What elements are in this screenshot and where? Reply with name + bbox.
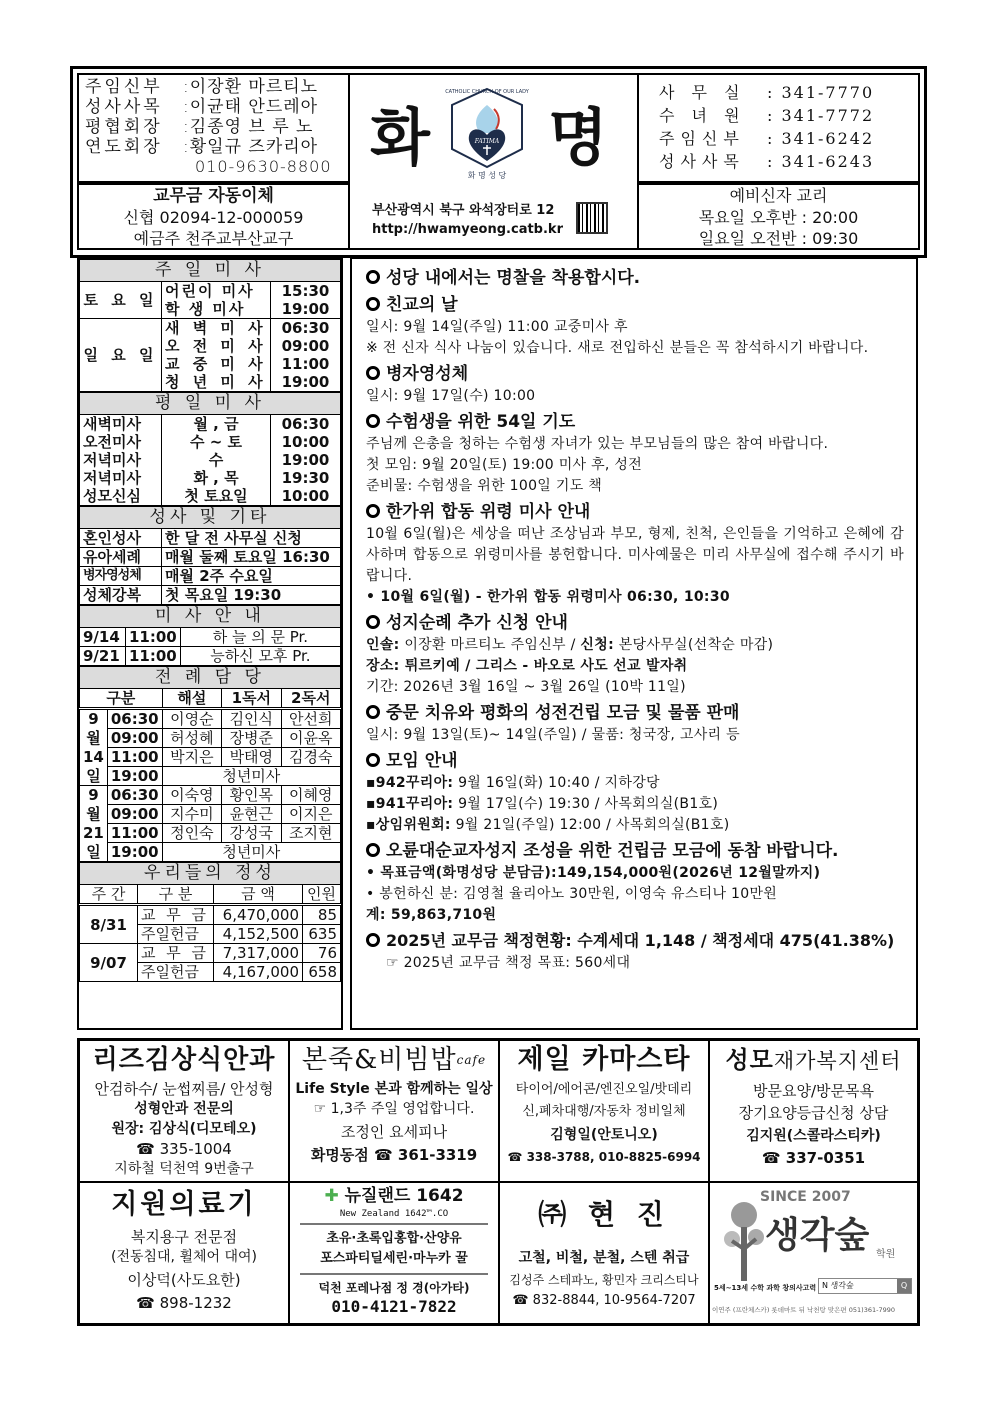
section-title: 미 사 안 내 [80,606,341,628]
meeting-item: ▪상임위원회: 9월 21일(주일) 12:00 / 사목회의실(B1호) [366,817,730,833]
notice-title: 중문 치유와 평화의 성전건립 모금 및 물품 판매 [366,701,904,725]
staff-row: 주임신부 : 이장환 마르티노 [85,77,319,97]
catechumen-line: 목요일 오후반 : 20:00 [698,208,859,227]
title-right: 명 [548,101,608,174]
church-url[interactable]: http://hwamyeong.catb.kr [372,222,563,237]
staff-row: 성사사목 : 이균태 안드레아 [85,97,319,117]
contacts-box [637,73,920,183]
weekday-mass-table: 평 일 미 사 새벽미사 월 , 금 06:30 오전미사 수 ~ 토 10:00 저녁미사 수 19:00 저녁미사 화 , 목 19:30 성모신심 첫 토요일 10:00 [79,392,341,506]
meeting-item: ▪942꾸리아: 9월 16일(화) 10:40 / 지하강당 [366,775,660,791]
liturgy-table: 전 례 담 당 구분 해설 1독서 2독서 9 06:30 이영순 김인식 안선희 월 09:00 허성혜 장병준 이윤옥 14 11:00 박지은 박태영 김경숙 일 19:00 청년미사 9 06:30 이숙영 황인목 이혜영 월 09:00 지수미 윤현근 이지은 21 11:00 정인숙 강성국 조지현 일 19:00 청년미사 [79,666,341,862]
svg-text:FATIMA: FATIMA [474,138,500,145]
staff-row: 연도회장 : 황일규 즈카리아 [85,137,319,157]
notice-title: 성당 내에서는 명찰을 착용합시다. [366,266,904,290]
search-icon[interactable]: Q [897,1279,911,1293]
donation-title: 교무금 자동이체 [153,186,274,206]
search-box[interactable]: N 생각숲 Q [818,1278,912,1294]
church-logo-icon [442,83,532,181]
notice-title: 친교의 날 [366,293,904,317]
plus-icon: ✚ [324,1186,339,1206]
section-title: 전 례 담 당 [80,667,341,689]
ad-welfare-center: 성모재가복지센터 방문요양/방문목욕 장기요양등급신청 상담 김지원(스콜라스티카) ☎ 337-0351 [710,1041,917,1183]
bullet-icon [366,753,380,767]
section-title: 주 일 미 사 [80,260,341,282]
catechumen-line: 일요일 오전반 : 09:30 [698,229,859,248]
staff-box [77,73,350,183]
ad-eye-clinic: 리즈김상식안과 안검하수/ 눈썹찌름/ 안성형 성형안과 전문의 원장: 김상식(디모테오) ☎ 335-1004 지하철 덕천역 9번출구 [80,1041,290,1183]
catechumen-box [637,183,920,250]
sacraments-table: 성사 및 기타 혼인성사 한 달 전 사무실 신청 유아세례 매월 둘째 토요일 16:30 병자영성체 매월 2주 수요일 성체강복 첫 목요일 19:30 [79,506,341,605]
notice-title: 수험생을 위한 54일 기도 [366,410,904,434]
section-title: 평 일 미 사 [80,393,341,415]
bullet-icon [366,414,380,428]
catechumen-title: 예비신자 교리 [729,186,828,205]
donation-box [77,183,350,250]
contact-row: 사 무 실 : 341-7770 [659,83,875,102]
ad-newzealand: ✚ 뉴질랜드 1642 New Zealand 1642™.CO 초유·초록입홍합·산양유 포스파티딜세린·마누카 꿀 덕천 포레나점 정 경(아가타) 010-4121-7822 [290,1183,500,1325]
svg-text:화 명 성 당: 화 명 성 당 [467,171,507,180]
masthead [350,73,637,250]
title-left: 화 [370,101,430,174]
notice-title: 모임 안내 [366,749,904,773]
bullet-icon [366,933,380,947]
notices-column: 성당 내에서는 명찰을 착용합시다. 친교의 날 일시: 9월 14일(주일) 11:00 교중미사 후 ※ 전 신자 식사 나눔이 있습니다. 새로 전입하신 분들은 꼭 참석하시기 바랍니다. 병자영성체 일시: 9월 17일(수) 10:00 수험생을 위한 54일 기도 주님께 은총을 청하는 수험생 자녀가 있는 부모님들의 많은 참여 바랍니다. 첫 모임: 9월 20일(토) 19:00 미사 후, 성전 준비물: 수험생을 위한 100일 기도 책 한가위 합동 위령 미사 안내 10월 6일(월)은 세상을 떠난 조상님과 부모, 형제, 친척, 은인들을 기억하고 은혜에 감사하며 합동으로 위령미사를 봉헌합니다. 미사예물은 미리 사무실에 접수해 주시기 바랍니다. • 10월 6일(월) - 한가위 합동 위령미사 06:30, 10:30 성지순례 추가 신청 안내 인솔: 이장환 마르티노 주임신부 / 신청: 본당사무실(선착순 마감) 장소: 튀르키예 / 그리스 - 바오로 사도 선교 발자취 기간: 2026년 3월 16일 ~ 3월 26일 (10박 11일) 중문 치유와 평화의 성전건립 모금 및 물품 판매 일시: 9월 13일(토)~ 14일(주일) / 물품: 청국장, 고사리 등 모임 안내 ▪942꾸리아: 9월 16일(화) 10:40 / 지하강당 ▪941꾸리아: 9월 17일(수) 19:30 / 사목회의실(B1호) ▪상임위원회: 9월 21일(주일) 12:00 / 사목회의실(B1호) 오륜대순교자성지 조성을 위한 건립금 모금에 동참 바랍니다. • 목표금액(화명성당 분담금):149,154,000원(2026년 12월말까지) • 봉헌하신 분: 김영철 율리아노 30만원, 이영숙 유스티나 10만원 계: 59,863,710원 2025년 교무금 책정현황: 수계세대 1,148 / 책정세대 475(41.38%) ☞ 2025년 교무금 책정 목표: 560세대 [350,257,918,1030]
bullet-icon [366,615,380,629]
ad-academy: SINCE 2007 생각숲 학원 5세~13세 수학 과학 창의사고력 N 생각숲 Q 이연주 (프란체스카) 롯데마트 뒤 낙천탕 맞은편 051)361-7990 [710,1183,917,1325]
notice-title: 성지순례 추가 신청 안내 [366,611,904,635]
ads-section [77,1038,920,1326]
section-title: 우리들의 정성 [80,863,341,885]
qr-code-icon[interactable] [576,202,608,234]
church-address: 부산광역시 북구 와석장터로 12 http://hwamyeong.catb.kr [372,203,563,237]
bullet-icon [366,504,380,518]
bullet-icon [366,705,380,719]
donation-holder: 예금주 천주교부산교구 [133,229,294,248]
meeting-item: ▪941꾸리아: 9월 17일(수) 19:30 / 사목회의실(B1호) [366,796,719,812]
notice-title: 병자영성체 [366,362,904,386]
notice-title: 오륜대순교자성지 조성을 위한 건립금 모금에 동참 바랍니다. [366,839,904,863]
schedule-column [77,257,343,1030]
staff-row: 평협회장 : 김종영 브 루 노 [85,117,314,137]
svg-text:CATHOLIC CHURCH OF OUR LADY: CATHOLIC CHURCH OF OUR LADY [445,89,529,95]
ad-hyunjin: ㈜ 현 진 고철, 비철, 분철, 스텐 취급 김성주 스테파노, 황민자 크리스티나 ☎ 832-8844, 10-9564-7207 [500,1183,710,1325]
bullet-icon [366,297,380,311]
section-title: 성사 및 기타 [80,507,341,529]
contact-row: 수 녀 원 : 341-7772 [659,106,875,125]
ad-bonjuk: 본죽&비빔밥$^{cafe}$ Life Style 본과 함께하는 일상 ☞ 1,3주 주일 영업합니다. 조정인 요세피나 화명동점 ☎ 361-3319 [290,1041,500,1183]
contact-row: 성사사목 : 341-6243 [659,152,875,171]
contact-row: 주임신부 : 341-6242 [659,129,875,148]
bullet-icon [366,366,380,380]
donation-account: 신협 02094-12-000059 [123,208,304,227]
staff-phone: 010-9630-8800 [195,157,332,176]
sunday-mass-table: 주 일 미 사 토 요 일 어린이 미사 15:30 학 생 미사 19:00 일 요 일 새 벽 미 사 06:30 오 전 미 사 09:00 교 중 미 사 11:00 청 년 미 사 19:00 [79,259,341,392]
ad-carmaster: 제일 카마스타 타이어/에어콘/엔진오일/밧데리 신,폐차대행/자동차 정비일체 김형일(안토니오) ☎ 338-3788, 010-8825-6994 [500,1041,710,1183]
bullet-icon [366,270,380,284]
bullet-icon [366,843,380,857]
mass-guide-table: 미 사 안 내 9/14 11:00 하 늘 의 문 Pr. 9/21 11:00 능하신 모후 Pr. [79,605,341,666]
ad-medical-supply: 지원의료기 복지용구 전문점 (전동침대, 휠체어 대여) 이상덕(사도요한) ☎ 898-1232 [80,1183,290,1325]
offerings-table: 우리들의 정성 주 간 구 분 금 액 인원 8/31 교 무 금 6,470,000 85 주일헌금 4,152,500 635 9/07 교 무 금 7,317,000 76 주일헌금 4,167,000 658 [79,862,341,982]
notice-title: 2025년 교무금 책정현황: 수계세대 1,148 / 책정세대 475(41.38%) [366,929,904,953]
notice-title: 한가위 합동 위령 미사 안내 [366,500,904,524]
tree-icon [724,1199,764,1283]
